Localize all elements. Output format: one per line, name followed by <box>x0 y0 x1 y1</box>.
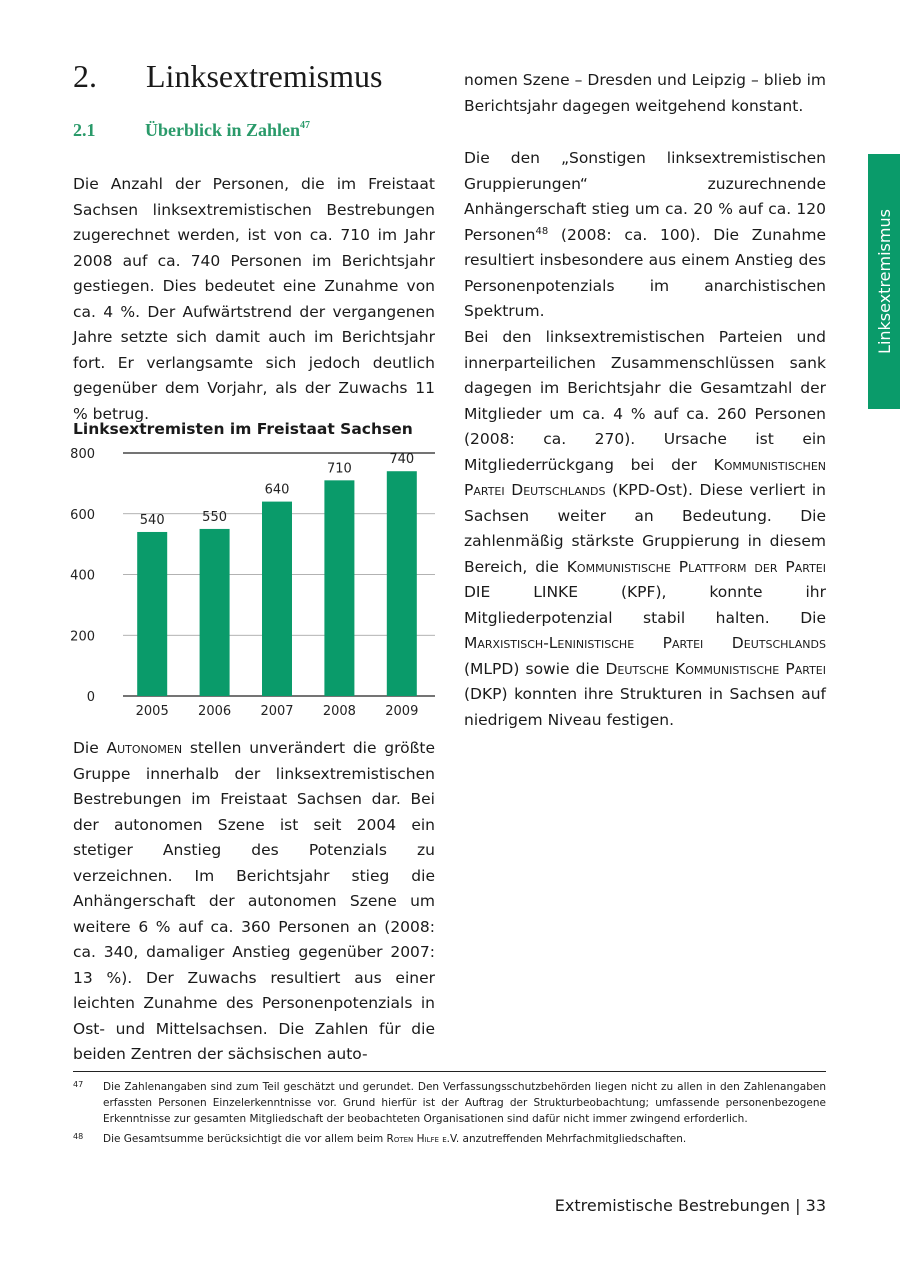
intro-paragraph: Die Anzahl der Personen, die im Freistaat Sachsen linksextremistischen Bestrebungen zugerechnet werden, ist von ca. 710 im Jahr 2008 auf ca. 740 Personen im Berichtsjahr gestiegen. Dies bedeutet eine Zunahme von ca. 4 %. Der Aufwärtstrend der vergangenen Jahre setzte sich damit auch im Berichtsjahr fort. Er verlangsamte sich jedoch deutlich gegenüber dem Vorjahr, als der Zuwachs 11 % betrug. <box>73 175 435 423</box>
footnote-48 <box>73 1131 826 1147</box>
data-label: 550 <box>202 509 228 525</box>
chapter-title-text: Linksextremismus <box>146 58 383 94</box>
x-tick-label: 2007 <box>260 704 294 719</box>
footer-section: Extremistische Bestrebungen <box>554 1196 791 1215</box>
data-label: 540 <box>139 512 165 528</box>
side-tab-label: Linksextremismus <box>874 209 894 354</box>
y-tick-label: 800 <box>70 447 95 462</box>
footer-separator: | <box>795 1196 801 1215</box>
y-tick-label: 400 <box>70 568 95 584</box>
right-paragraph-2 <box>464 146 826 325</box>
chapter-number: 2. <box>73 58 97 94</box>
mlpd-name: Marxistisch-Leninistische Partei Deutschlands <box>464 634 826 652</box>
footnote-text-b: anzutreffenden Mehrfachmitgliedschaften. <box>459 1133 687 1145</box>
section-title <box>73 120 310 141</box>
rote-hilfe-name: Roten Hilfe e.V. <box>386 1133 460 1145</box>
footnote-text <box>103 1131 826 1147</box>
footnote-number: 47 <box>73 1080 84 1089</box>
page-footer <box>555 1196 826 1215</box>
autonomen-term: Autonomen <box>106 739 183 757</box>
p2-a: Die den „Sonstigen linksextremistischen Gruppierungen“ zuzurechnende Anhängerschaft stieg um ca. 20 % auf ca. 120 Personen <box>464 149 826 244</box>
footnote-text-a: Die Gesamtsumme berücksichtigt die vor allem beim <box>103 1133 387 1145</box>
right-paragraph-1: nomen Szene – Dresden und Leipzig – blieb im Berichtsjahr dagegen weitgehend konstant. <box>464 71 826 115</box>
chapter-title <box>73 58 382 95</box>
right-paragraph-3 <box>464 325 826 733</box>
p2-rest: stellen unverändert die größte Gruppe innerhalb der linksextremistischen Bestrebungen im Freistaat Sachsen dar. Bei der autonomen Szene ist seit 2004 ein stetiger Anstieg des Potenzials zu verzeichnen. Im Berichtsjahr stieg die Anhängerschaft der autonomen Szene um weitere 6 % auf ca. 360 Personen an (2008: ca. 340, damaliger Anstieg gegenüber 2007: 13 %). Der Zuwachs resultiert aus einer leichten Zunahme des Personenpotenzials in Ost- und Mittelsachsen. Die Zahlen für die beiden Zentren der sächsischen auto- <box>73 739 435 1063</box>
section-title-text: Überblick in Zahlen <box>145 120 301 140</box>
x-tick-label: 2006 <box>198 704 232 719</box>
x-tick-label: 2009 <box>385 704 419 719</box>
x-tick-label: 2005 <box>135 704 169 719</box>
bar-2006 <box>200 529 230 696</box>
footnote-ref-47[interactable]: 47 <box>300 120 311 131</box>
dkp-name: Deutsche Kommunistische Partei <box>605 659 826 678</box>
p3-e: (DKP) konnten ihre Strukturen in Sachsen auf niedrigem Niveau festigen. <box>464 685 826 729</box>
bar-chart <box>55 440 445 725</box>
y-tick-label: 0 <box>86 690 95 705</box>
data-label: 740 <box>389 452 415 468</box>
chart-title: Linksextremisten im Freistaat Sachsen <box>73 420 413 438</box>
p3-b: (KPD-Ost). Diese verliert in Sachsen weiter an Bedeutung. Die zahlenmäßig stärkste Gruppierung in diesem Bereich, die <box>464 481 826 576</box>
kpf-name: Kommunistische Plattform der Partei <box>566 557 826 576</box>
kpd-name: Kommunistischen Partei Deutschlands <box>464 455 826 499</box>
footnote-ref-48[interactable]: 48 <box>535 225 549 237</box>
footnote-47 <box>73 1079 826 1127</box>
data-label: 640 <box>264 482 290 498</box>
p2-start: Die <box>73 739 99 757</box>
footnote-divider <box>73 1071 826 1072</box>
footnote-number: 48 <box>73 1132 84 1141</box>
page-number: 33 <box>805 1196 826 1215</box>
footnote-text: Die Zahlenangaben sind zum Teil geschätzt und gerundet. Den Verfassungsschutzbehörden liegen nicht zu allen in den Zahlenangaben erfassten Personen Einzelerkenntnisse vor. Grund hierfür ist der Auftrag der Strukturbeobachtung; umfassende personenbezogene Erkenntnisse zur gesamten Mitgliedschaft der beobachteten Organisationen sind dafür nicht immer zwingend erforderlich. <box>103 1081 826 1125</box>
data-label: 710 <box>326 461 352 477</box>
autonomen-paragraph <box>73 736 435 1068</box>
p3-a: Bei den linksextremistischen Parteien und innerparteilichen Zusammenschlüssen sank dagegen im Berichtsjahr die Gesamtzahl der Mitglieder um ca. 4 % auf ca. 260 Personen (2008: ca. 270). Ursache ist ein Mitgliederrückgang bei der <box>464 328 826 474</box>
p3-d: (MLPD) sowie die <box>464 659 606 678</box>
p2-b: (2008: ca. 100). Die Zunahme resultiert insbesondere aus einem Anstieg des Personenpotenzials im anarchistischen Spektrum. <box>464 225 826 320</box>
bar-2008 <box>324 480 354 696</box>
bar-2007 <box>262 502 292 696</box>
x-tick-label: 2008 <box>322 704 356 719</box>
y-tick-label: 600 <box>70 507 95 523</box>
y-tick-label: 200 <box>70 629 95 645</box>
section-number: 2.1 <box>73 120 96 140</box>
bar-2009 <box>387 471 417 696</box>
side-chapter-tab <box>868 154 900 409</box>
bar-2005 <box>137 532 167 696</box>
p3-c: DIE LINKE (KPF), konnte ihr Mitgliederpotenzial stabil halten. Die <box>464 583 826 627</box>
